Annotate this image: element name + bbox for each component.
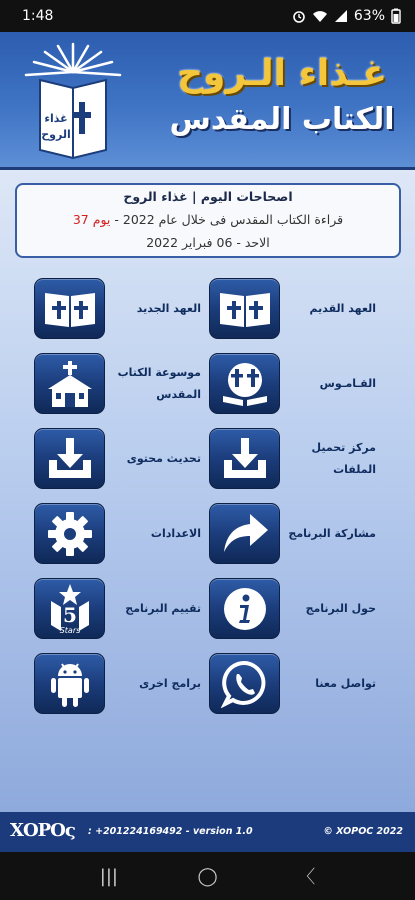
home-icon[interactable]: ◯ [197,865,218,887]
title-line-1: غـذاء الـروح [177,53,387,94]
app-footer [0,812,415,852]
settings-button[interactable] [34,503,105,564]
system-nav-bar [0,852,415,900]
wifi-icon [312,9,328,23]
book-icon [216,287,274,331]
reading-day: يوم 37 [72,212,111,227]
download-center-label[interactable]: مركز تحميل الملفات [311,441,376,476]
app-logo [18,40,128,160]
old-testament-button[interactable] [209,278,280,339]
reading-plan-line [17,212,399,227]
svg-text:الروح: الروح [41,128,71,141]
app-header [0,32,415,167]
signal-icon [334,9,348,23]
contact-us-button[interactable] [209,653,280,714]
download-icon [45,436,95,482]
main-menu [0,167,415,812]
contact-us-label[interactable]: تواصل معنا [315,677,376,690]
battery-level: 63% [353,8,385,24]
reading-plan-text: قراءة الكتاب المقدس فى خلال عام 2022 - [110,212,344,227]
download-icon [220,436,270,482]
star-rating-icon [45,583,95,635]
dictionary-icon [217,360,273,408]
settings-label[interactable]: الاعدادات [150,527,201,540]
info-icon [222,586,268,632]
other-apps-button[interactable] [34,653,105,714]
update-content-button[interactable] [34,428,105,489]
svg-text:غذاء: غذاء [44,112,68,125]
other-apps-label[interactable]: برامج اخرى [139,677,201,690]
about-app-label[interactable]: حول البرنامج [305,602,376,615]
church-icon [44,359,96,409]
old-testament-label[interactable]: العهد القديم [309,302,376,315]
bible-encyclopedia-button[interactable] [34,353,105,414]
dictionary-label[interactable]: القـامـوس [319,377,376,390]
bible-encyclopedia-label[interactable]: موسوعة الكتاب المقدس [117,366,201,401]
download-center-button[interactable] [209,428,280,489]
copyright: © XOPOC 2022 [323,826,403,837]
back-icon[interactable]: 〈 [297,867,316,888]
daily-reading-title: اصحاحات اليوم | غذاء الروح [123,189,293,204]
status-icons [292,8,401,24]
new-testament-button[interactable] [34,278,105,339]
app-title [167,50,397,142]
rating-badge-sub: Stars [59,625,80,635]
recents-icon[interactable]: ||| [99,865,118,887]
android-icon [50,660,90,708]
gear-icon [47,511,93,557]
share-app-button[interactable] [209,503,280,564]
dictionary-button[interactable] [209,353,280,414]
title-line-2: الكتاب المقدس [169,102,395,137]
new-testament-label[interactable]: العهد الجديد [136,302,201,315]
rate-app-button[interactable] [34,578,105,639]
update-content-label[interactable]: تحديث محتوى [126,452,201,465]
brand-logo: ΧΟΡΟς [10,820,75,841]
share-app-label[interactable]: مشاركة البرنامج [288,527,376,540]
alarm-icon [292,9,306,23]
reading-date: الاحد - 06 فبراير 2022 [146,235,270,250]
book-icon [41,287,99,331]
whatsapp-icon [221,660,269,708]
battery-icon [391,8,401,24]
rate-app-label[interactable]: تقييم البرنامج [125,602,201,615]
rating-badge: 5 [62,602,77,627]
clock: 1:48 [22,8,54,24]
version-info: : +201224169492 - version 1.0 [88,826,253,837]
status-bar [0,0,415,32]
about-app-button[interactable] [209,578,280,639]
daily-reading-card[interactable] [15,183,401,258]
share-icon [220,512,270,556]
